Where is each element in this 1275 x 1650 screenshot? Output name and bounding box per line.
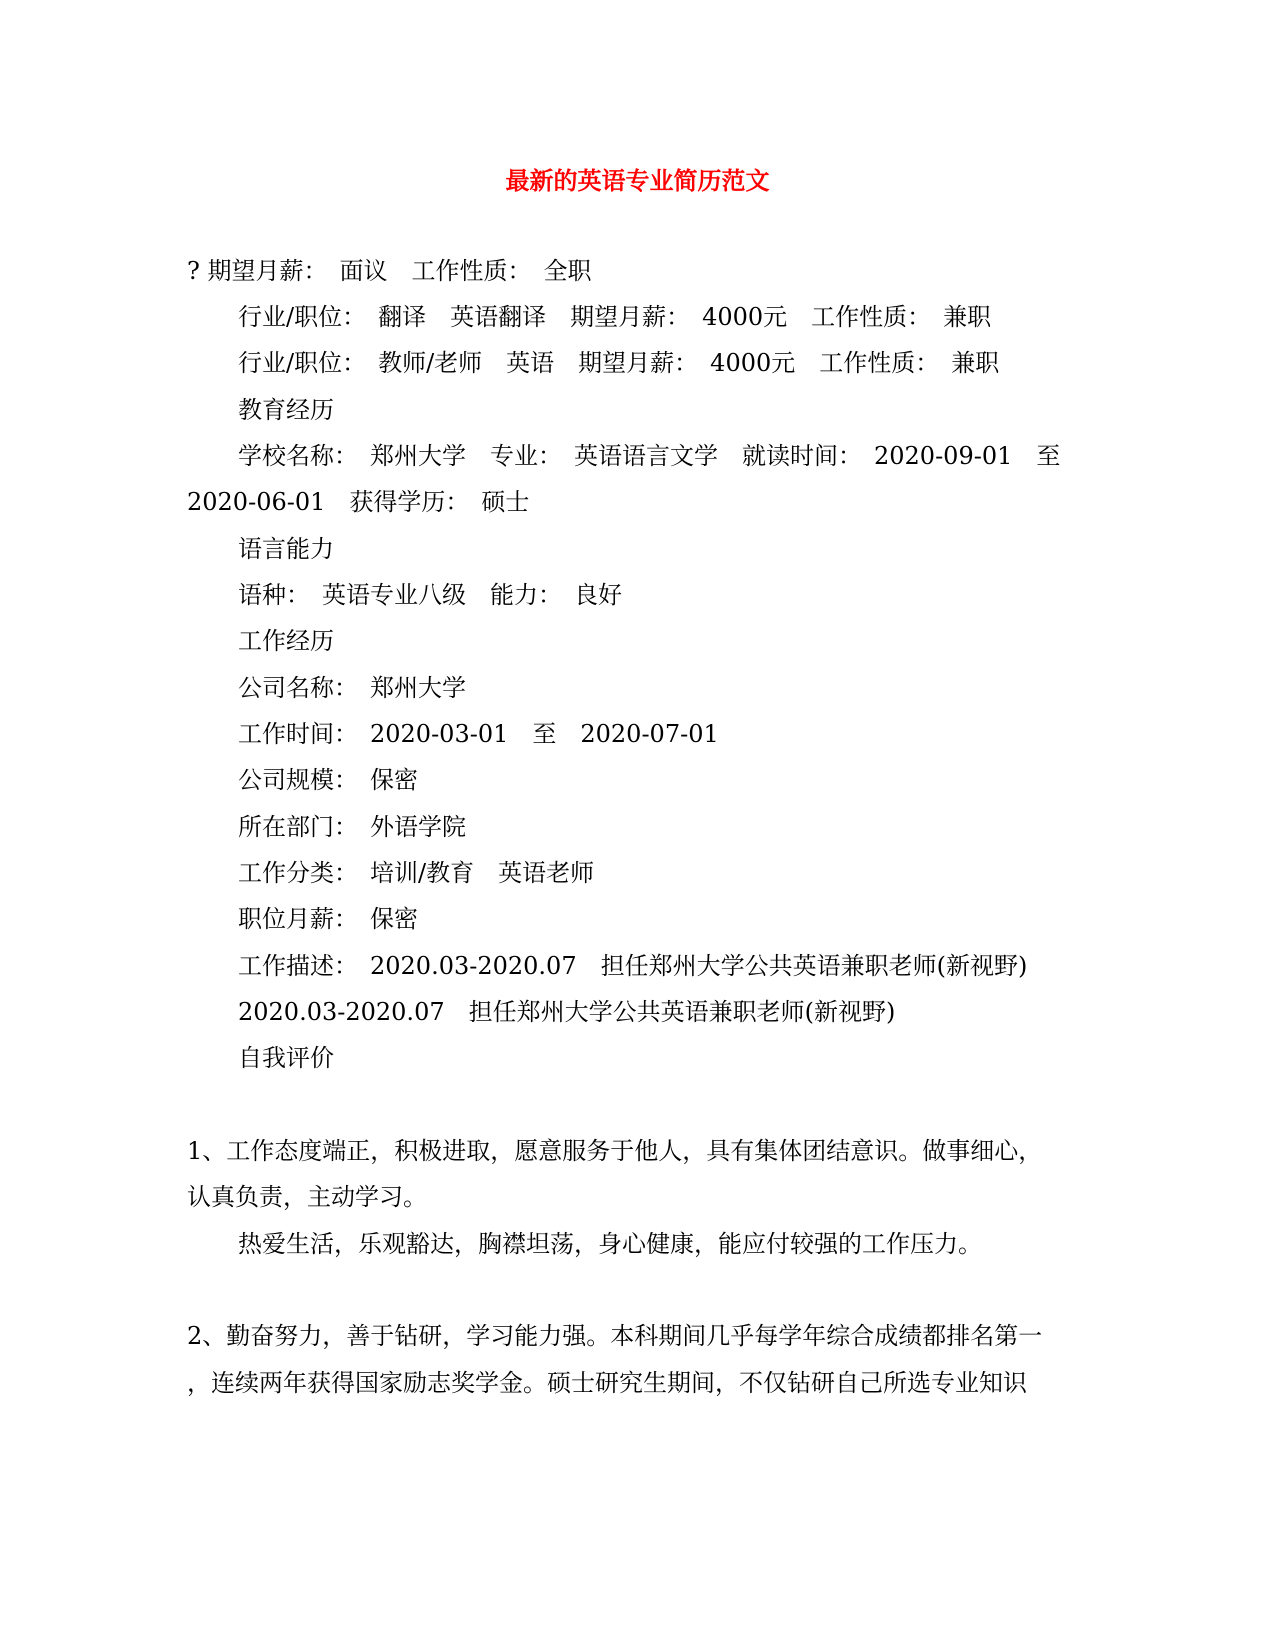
work-company-line: 公司名称： 郑州大学 xyxy=(238,674,466,702)
work-time-line: 工作时间： 2020-03-01 至 2020-07-01 xyxy=(238,720,719,748)
self-evaluation-item-2-line-2: ，连续两年获得国家励志奖学金。硕士研究生期间，不仅钻研自己所选专业知识 xyxy=(187,1369,1027,1397)
section-heading-work: 工作经历 xyxy=(238,627,334,655)
work-department-line: 所在部门： 外语学院 xyxy=(238,813,466,841)
self-evaluation-item-1-line-2: 认真负责，主动学习。 xyxy=(187,1183,427,1211)
self-evaluation-item-1-line-3: 热爱生活，乐观豁达，胸襟坦荡，身心健康，能应付较强的工作压力。 xyxy=(238,1230,982,1258)
work-category-line: 工作分类： 培训/教育 英语老师 xyxy=(238,859,595,887)
work-description-continued-line: 2020.03-2020.07 担任郑州大学公共英语兼职老师(新视野) xyxy=(238,998,896,1026)
industry-position-line-2: 行业/职位： 教师/老师 英语 期望月薪： 4000元 工作性质： 兼职 xyxy=(238,349,1000,377)
page-title: 最新的英语专业简历范文 xyxy=(505,166,770,195)
work-description-line: 工作描述： 2020.03-2020.07 担任郑州大学公共英语兼职老师(新视野) xyxy=(238,952,1028,980)
section-heading-education: 教育经历 xyxy=(238,396,334,424)
education-degree-line: 2020-06-01 获得学历： 硕士 xyxy=(187,488,530,516)
self-evaluation-item-1-line-1: 1、工作态度端正，积极进取，愿意服务于他人，具有集体团结意识。做事细心， xyxy=(187,1137,1043,1165)
education-school-line: 学校名称： 郑州大学 专业： 英语语言文学 就读时间： 2020-09-01 至 xyxy=(238,442,1061,470)
language-line: 语种： 英语专业八级 能力： 良好 xyxy=(238,581,622,609)
work-company-size-line: 公司规模： 保密 xyxy=(238,766,418,794)
industry-position-line-1: 行业/职位： 翻译 英语翻译 期望月薪： 4000元 工作性质： 兼职 xyxy=(238,303,992,331)
section-heading-language: 语言能力 xyxy=(238,535,334,563)
self-evaluation-item-2-line-1: 2、勤奋努力，善于钻研，学习能力强。本科期间几乎每学年综合成绩都排名第一 xyxy=(187,1322,1043,1350)
work-salary-line: 职位月薪： 保密 xyxy=(238,905,418,933)
section-heading-self-evaluation: 自我评价 xyxy=(238,1044,334,1072)
expected-salary-line: ? 期望月薪： 面议 工作性质： 全职 xyxy=(187,257,592,285)
